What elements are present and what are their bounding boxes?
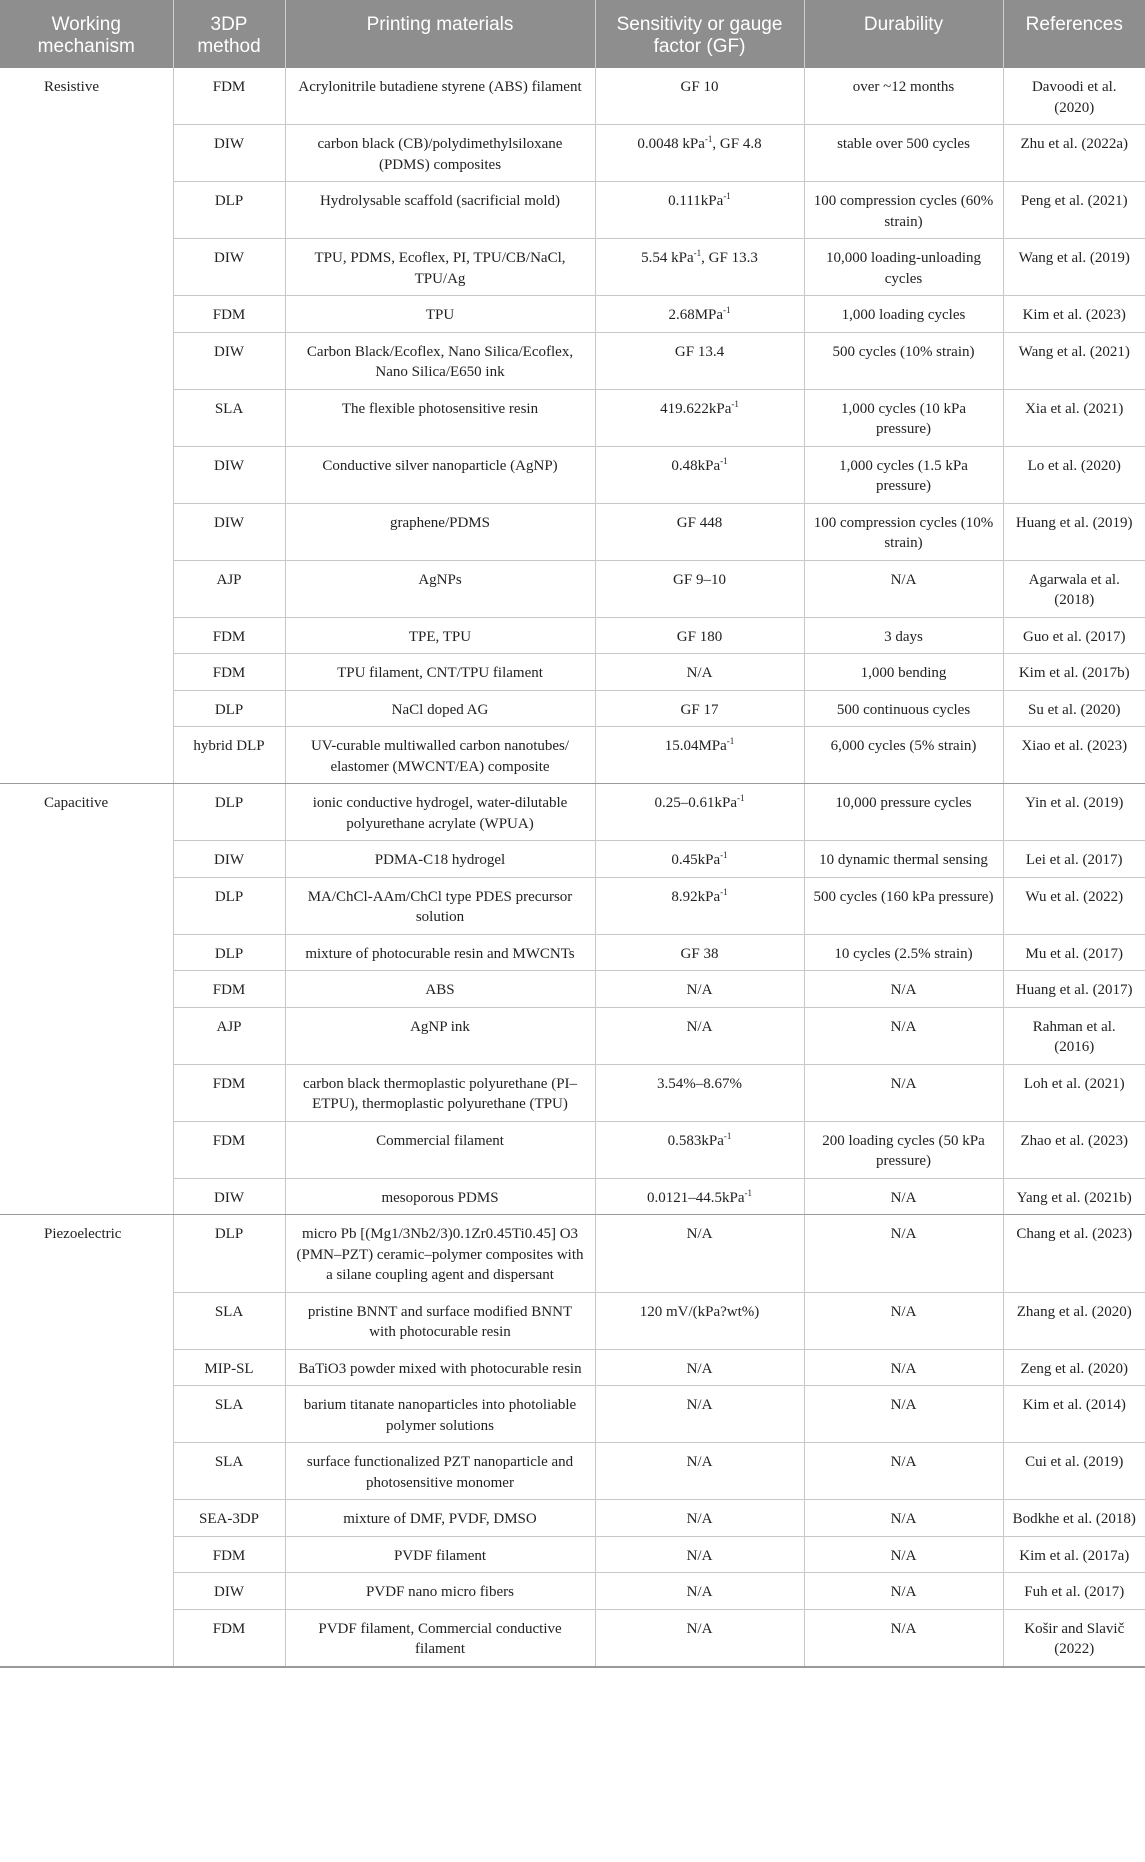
- method-cell: DLP: [173, 690, 285, 727]
- sensitivity-gauge-factor: , GF 4.8: [712, 136, 762, 152]
- material-cell: ABS: [285, 971, 595, 1008]
- reference-cell: Yang et al. (2021b): [1003, 1178, 1145, 1215]
- method-cell: DIW: [173, 332, 285, 389]
- header-references: References: [1003, 0, 1145, 68]
- sensitivity-unit-exponent: -1: [731, 398, 739, 409]
- sensitivity-value: N/A: [686, 1620, 713, 1637]
- sensitivity-cell: [595, 690, 804, 727]
- sensitivity-unit-exponent: -1: [720, 886, 728, 897]
- material-cell: The flexible photosensitive resin: [285, 389, 595, 446]
- sensitivity-unit-exponent: -1: [726, 736, 735, 746]
- sensitivity-value: GF 180: [676, 628, 723, 645]
- material-cell: Acrylonitrile butadiene styrene (ABS) filament: [285, 68, 595, 125]
- sensitivity-value: N/A: [686, 1584, 713, 1600]
- durability-cell: 100 compression cycles (60% strain): [804, 182, 1003, 239]
- reference-cell: Loh et al. (2021): [1003, 1064, 1145, 1121]
- sensitivity-cell: [595, 1500, 804, 1537]
- header-method: 3DP method: [173, 0, 285, 68]
- method-cell: hybrid DLP: [173, 727, 285, 784]
- table-bottom-rule: [0, 1667, 1145, 1668]
- sensitivity-value: N/A: [686, 982, 713, 998]
- sensitivity-cell: [595, 332, 804, 389]
- method-cell: FDM: [173, 1536, 285, 1573]
- sensitivity-value: 0.0121–44.5kPa: [647, 1189, 745, 1206]
- reference-cell: Zhu et al. (2022a): [1003, 125, 1145, 182]
- reference-cell: Zeng et al. (2020): [1003, 1349, 1145, 1386]
- sensitivity-value: 8.92kPa: [671, 888, 721, 905]
- method-cell: DLP: [173, 182, 285, 239]
- sensitivity-value: 0.0048 kPa: [637, 136, 705, 152]
- sensitivity-cell: [595, 1007, 804, 1064]
- method-cell: DIW: [173, 1178, 285, 1215]
- sensitivity-value: GF 17: [680, 701, 719, 718]
- mechanism-cell: Resistive: [0, 68, 173, 784]
- sensitivity-cell: [595, 1121, 804, 1178]
- reference-cell: Zhao et al. (2023): [1003, 1121, 1145, 1178]
- sensitivity-value: 0.25–0.61kPa: [654, 795, 737, 811]
- material-cell: PVDF nano micro fibers: [285, 1573, 595, 1610]
- reference-cell: Kim et al. (2017b): [1003, 654, 1145, 691]
- reference-cell: Kim et al. (2017a): [1003, 1536, 1145, 1573]
- sensitivity-value: N/A: [686, 1454, 713, 1470]
- sensitivity-cell: [595, 560, 804, 617]
- sensitivity-unit-exponent: -1: [720, 455, 728, 466]
- sensitivity-cell: [595, 182, 804, 239]
- method-cell: DLP: [173, 1215, 285, 1293]
- sensitivity-cell: [595, 617, 804, 654]
- material-cell: TPU filament, CNT/TPU filament: [285, 654, 595, 691]
- sensitivity-value: N/A: [686, 1397, 713, 1413]
- method-cell: DIW: [173, 446, 285, 503]
- material-cell: mixture of DMF, PVDF, DMSO: [285, 1500, 595, 1537]
- material-cell: TPU: [285, 296, 595, 333]
- material-cell: Conductive silver nanoparticle (AgNP): [285, 446, 595, 503]
- durability-cell: over ~12 months: [804, 68, 1003, 125]
- method-cell: DIW: [173, 239, 285, 296]
- reference-cell: Mu et al. (2017): [1003, 934, 1145, 971]
- durability-cell: 3 days: [804, 617, 1003, 654]
- material-cell: PVDF filament: [285, 1536, 595, 1573]
- sensitivity-cell: [595, 1386, 804, 1443]
- sensitivity-cell: [595, 1443, 804, 1500]
- reference-cell: Xia et al. (2021): [1003, 389, 1145, 446]
- sensitivity-value: N/A: [686, 665, 713, 681]
- method-cell: SLA: [173, 1386, 285, 1443]
- material-cell: mesoporous PDMS: [285, 1178, 595, 1215]
- sensitivity-cell: [595, 1609, 804, 1666]
- sensitivity-cell: [595, 1292, 804, 1349]
- durability-cell: 10,000 pressure cycles: [804, 784, 1003, 841]
- reference-cell: Fuh et al. (2017): [1003, 1573, 1145, 1610]
- material-cell: mixture of photocurable resin and MWCNTs: [285, 934, 595, 971]
- sensitivity-cell: [595, 296, 804, 333]
- material-cell: pristine BNNT and surface modified BNNT with photocurable resin: [285, 1292, 595, 1349]
- reference-cell: Zhang et al. (2020): [1003, 1292, 1145, 1349]
- method-cell: SEA-3DP: [173, 1500, 285, 1537]
- durability-cell: N/A: [804, 1007, 1003, 1064]
- mechanism-cell: Piezoelectric: [0, 1215, 173, 1667]
- material-cell: TPU, PDMS, Ecoflex, PI, TPU/CB/NaCl, TPU/Ag: [285, 239, 595, 296]
- sensitivity-value: GF 13.4: [674, 343, 725, 360]
- durability-cell: 1,000 cycles (1.5 kPa pressure): [804, 446, 1003, 503]
- sensitivity-value: 0.583kPa: [667, 1132, 724, 1149]
- header-durability: Durability: [804, 0, 1003, 68]
- material-cell: Hydrolysable scaffold (sacrificial mold): [285, 182, 595, 239]
- durability-cell: 10 cycles (2.5% strain): [804, 934, 1003, 971]
- sensitivity-value: GF 10: [680, 79, 719, 95]
- reference-cell: Lei et al. (2017): [1003, 841, 1145, 878]
- reference-cell: Yin et al. (2019): [1003, 784, 1145, 841]
- reference-cell: Kim et al. (2014): [1003, 1386, 1145, 1443]
- material-cell: MA/ChCl-AAm/ChCl type PDES precursor solution: [285, 877, 595, 934]
- sensitivity-value: N/A: [686, 1511, 713, 1527]
- reference-cell: Agarwala et al. (2018): [1003, 560, 1145, 617]
- sensitivity-unit-exponent: -1: [723, 191, 731, 201]
- material-cell: PVDF filament, Commercial conductive filament: [285, 1609, 595, 1666]
- material-cell: AgNP ink: [285, 1007, 595, 1064]
- reference-cell: Lo et al. (2020): [1003, 446, 1145, 503]
- material-cell: barium titanate nanoparticles into photoliable polymer solutions: [285, 1386, 595, 1443]
- durability-cell: stable over 500 cycles: [804, 125, 1003, 182]
- reference-cell: Košir and Slavič (2022): [1003, 1609, 1145, 1666]
- durability-cell: N/A: [804, 1215, 1003, 1293]
- header-materials: Printing materials: [285, 0, 595, 68]
- method-cell: SLA: [173, 1292, 285, 1349]
- reference-cell: Huang et al. (2019): [1003, 503, 1145, 560]
- method-cell: DIW: [173, 1573, 285, 1610]
- method-cell: FDM: [173, 654, 285, 691]
- reference-cell: Wang et al. (2019): [1003, 239, 1145, 296]
- durability-cell: N/A: [804, 560, 1003, 617]
- durability-cell: N/A: [804, 1064, 1003, 1121]
- material-cell: ionic conductive hydrogel, water-dilutable polyurethane acrylate (WPUA): [285, 784, 595, 841]
- material-cell: NaCl doped AG: [285, 690, 595, 727]
- sensitivity-value: 3.54%–8.67%: [657, 1075, 742, 1092]
- durability-cell: 200 loading cycles (50 kPa pressure): [804, 1121, 1003, 1178]
- sensitivity-value: 0.45kPa: [671, 852, 721, 868]
- sensitivity-unit-exponent: -1: [720, 850, 728, 860]
- durability-cell: N/A: [804, 1500, 1003, 1537]
- sensitivity-cell: [595, 727, 804, 784]
- table-row: [0, 1215, 1145, 1293]
- method-cell: FDM: [173, 1609, 285, 1666]
- sensitivity-value: 419.622kPa: [660, 400, 732, 417]
- method-cell: DIW: [173, 503, 285, 560]
- header-row: [0, 0, 1145, 68]
- mechanism-cell: Capacitive: [0, 784, 173, 1215]
- method-cell: SLA: [173, 1443, 285, 1500]
- reference-cell: Xiao et al. (2023): [1003, 727, 1145, 784]
- sensitivity-cell: [595, 1215, 804, 1293]
- sensitivity-cell: [595, 1064, 804, 1121]
- sensitivity-cell: [595, 1536, 804, 1573]
- material-cell: Commercial filament: [285, 1121, 595, 1178]
- sensitivity-cell: [595, 68, 804, 125]
- sensitivity-cell: [595, 934, 804, 971]
- method-cell: DLP: [173, 784, 285, 841]
- method-cell: FDM: [173, 68, 285, 125]
- sensitivity-value: N/A: [686, 1360, 713, 1377]
- method-cell: DIW: [173, 125, 285, 182]
- material-cell: PDMA-C18 hydrogel: [285, 841, 595, 878]
- material-cell: Carbon Black/Ecoflex, Nano Silica/Ecoflex, Nano Silica/E650 ink: [285, 332, 595, 389]
- method-cell: AJP: [173, 1007, 285, 1064]
- durability-cell: 1,000 loading cycles: [804, 296, 1003, 333]
- material-cell: surface functionalized PZT nanoparticle and photosensitive monomer: [285, 1443, 595, 1500]
- durability-cell: N/A: [804, 1443, 1003, 1500]
- reference-cell: Peng et al. (2021): [1003, 182, 1145, 239]
- sensitivity-unit-exponent: -1: [693, 248, 702, 258]
- reference-cell: Cui et al. (2019): [1003, 1443, 1145, 1500]
- sensitivity-cell: [595, 446, 804, 503]
- sensitivity-unit-exponent: -1: [737, 793, 745, 803]
- durability-cell: 500 cycles (10% strain): [804, 332, 1003, 389]
- reference-cell: Huang et al. (2017): [1003, 971, 1145, 1008]
- reference-cell: Wang et al. (2021): [1003, 332, 1145, 389]
- reference-cell: Rahman et al. (2016): [1003, 1007, 1145, 1064]
- method-cell: DIW: [173, 841, 285, 878]
- method-cell: FDM: [173, 617, 285, 654]
- durability-cell: 100 compression cycles (10% strain): [804, 503, 1003, 560]
- sensitivity-cell: [595, 1178, 804, 1215]
- method-cell: MIP-SL: [173, 1349, 285, 1386]
- material-cell: TPE, TPU: [285, 617, 595, 654]
- method-cell: FDM: [173, 971, 285, 1008]
- reference-cell: Guo et al. (2017): [1003, 617, 1145, 654]
- material-cell: BaTiO3 powder mixed with photocurable resin: [285, 1349, 595, 1386]
- durability-cell: 500 continuous cycles: [804, 690, 1003, 727]
- durability-cell: 10,000 loading-unloading cycles: [804, 239, 1003, 296]
- method-cell: FDM: [173, 296, 285, 333]
- header-mechanism: Working mechanism: [0, 0, 173, 68]
- sensitivity-cell: [595, 389, 804, 446]
- method-cell: AJP: [173, 560, 285, 617]
- method-cell: DLP: [173, 934, 285, 971]
- material-cell: graphene/PDMS: [285, 503, 595, 560]
- material-cell: micro Pb [(Mg1/3Nb2/3)0.1Zr0.45Ti0.45] O3 (PMN–PZT) ceramic–polymer composites with a silane coupling agent and dispersant: [285, 1215, 595, 1293]
- durability-cell: N/A: [804, 1349, 1003, 1386]
- method-cell: SLA: [173, 389, 285, 446]
- header-sensitivity: Sensitivity or gauge factor (GF): [595, 0, 804, 68]
- sensitivity-value: GF 9–10: [673, 571, 726, 588]
- material-cell: carbon black thermoplastic polyurethane (PI–ETPU), thermoplastic polyurethane (TPU): [285, 1064, 595, 1121]
- sensitivity-value: 5.54 kPa: [641, 250, 694, 266]
- sensitivity-unit-exponent: -1: [704, 134, 713, 144]
- sensitivity-cell: [595, 784, 804, 841]
- sensitivity-cell: [595, 841, 804, 878]
- table-row: [0, 68, 1145, 125]
- durability-cell: N/A: [804, 1386, 1003, 1443]
- durability-cell: N/A: [804, 1609, 1003, 1666]
- method-cell: DLP: [173, 877, 285, 934]
- durability-cell: 10 dynamic thermal sensing: [804, 841, 1003, 878]
- durability-cell: 6,000 cycles (5% strain): [804, 727, 1003, 784]
- durability-cell: 1,000 bending: [804, 654, 1003, 691]
- sensitivity-value: 0.48kPa: [671, 457, 721, 474]
- sensitivity-value: 2.68MPa: [668, 307, 724, 323]
- reference-cell: Bodkhe et al. (2018): [1003, 1500, 1145, 1537]
- sensitivity-cell: [595, 877, 804, 934]
- method-cell: FDM: [173, 1064, 285, 1121]
- sensitivity-value: 15.04MPa: [664, 738, 727, 754]
- durability-cell: 500 cycles (160 kPa pressure): [804, 877, 1003, 934]
- sensitivity-cell: [595, 1573, 804, 1610]
- sensitivity-cell: [595, 1349, 804, 1386]
- durability-cell: N/A: [804, 1573, 1003, 1610]
- material-cell: carbon black (CB)/polydimethylsiloxane (PDMS) composites: [285, 125, 595, 182]
- reference-cell: Chang et al. (2023): [1003, 1215, 1145, 1293]
- table-row: [0, 784, 1145, 841]
- sensitivity-cell: [595, 654, 804, 691]
- reference-cell: Su et al. (2020): [1003, 690, 1145, 727]
- sensitivity-cell: [595, 125, 804, 182]
- sensitivity-value: GF 38: [680, 945, 719, 962]
- reference-cell: Kim et al. (2023): [1003, 296, 1145, 333]
- sensitivity-unit-exponent: -1: [744, 1187, 752, 1198]
- sensitivity-value: 0.111kPa: [668, 193, 724, 209]
- sensitivity-value: N/A: [686, 1547, 713, 1564]
- sensitivity-cell: [595, 239, 804, 296]
- sensitivity-unit-exponent: -1: [723, 305, 731, 315]
- sensitivity-value: 120 mV/(kPa?wt%): [639, 1303, 760, 1320]
- method-cell: FDM: [173, 1121, 285, 1178]
- material-cell: UV-curable multiwalled carbon nanotubes/ elastomer (MWCNT/EA) composite: [285, 727, 595, 784]
- durability-cell: N/A: [804, 1292, 1003, 1349]
- durability-cell: 1,000 cycles (10 kPa pressure): [804, 389, 1003, 446]
- sensitivity-unit-exponent: -1: [723, 1130, 732, 1141]
- durability-cell: N/A: [804, 1536, 1003, 1573]
- material-cell: AgNPs: [285, 560, 595, 617]
- sensitivity-cell: [595, 503, 804, 560]
- durability-cell: N/A: [804, 971, 1003, 1008]
- sensitivity-gauge-factor: , GF 13.3: [701, 250, 758, 266]
- sensitivity-value: N/A: [686, 1018, 713, 1035]
- reference-cell: Davoodi et al. (2020): [1003, 68, 1145, 125]
- reference-cell: Wu et al. (2022): [1003, 877, 1145, 934]
- sensitivity-cell: [595, 971, 804, 1008]
- sensitivity-value: N/A: [686, 1226, 713, 1242]
- sensitivity-value: GF 448: [676, 514, 723, 531]
- durability-cell: N/A: [804, 1178, 1003, 1215]
